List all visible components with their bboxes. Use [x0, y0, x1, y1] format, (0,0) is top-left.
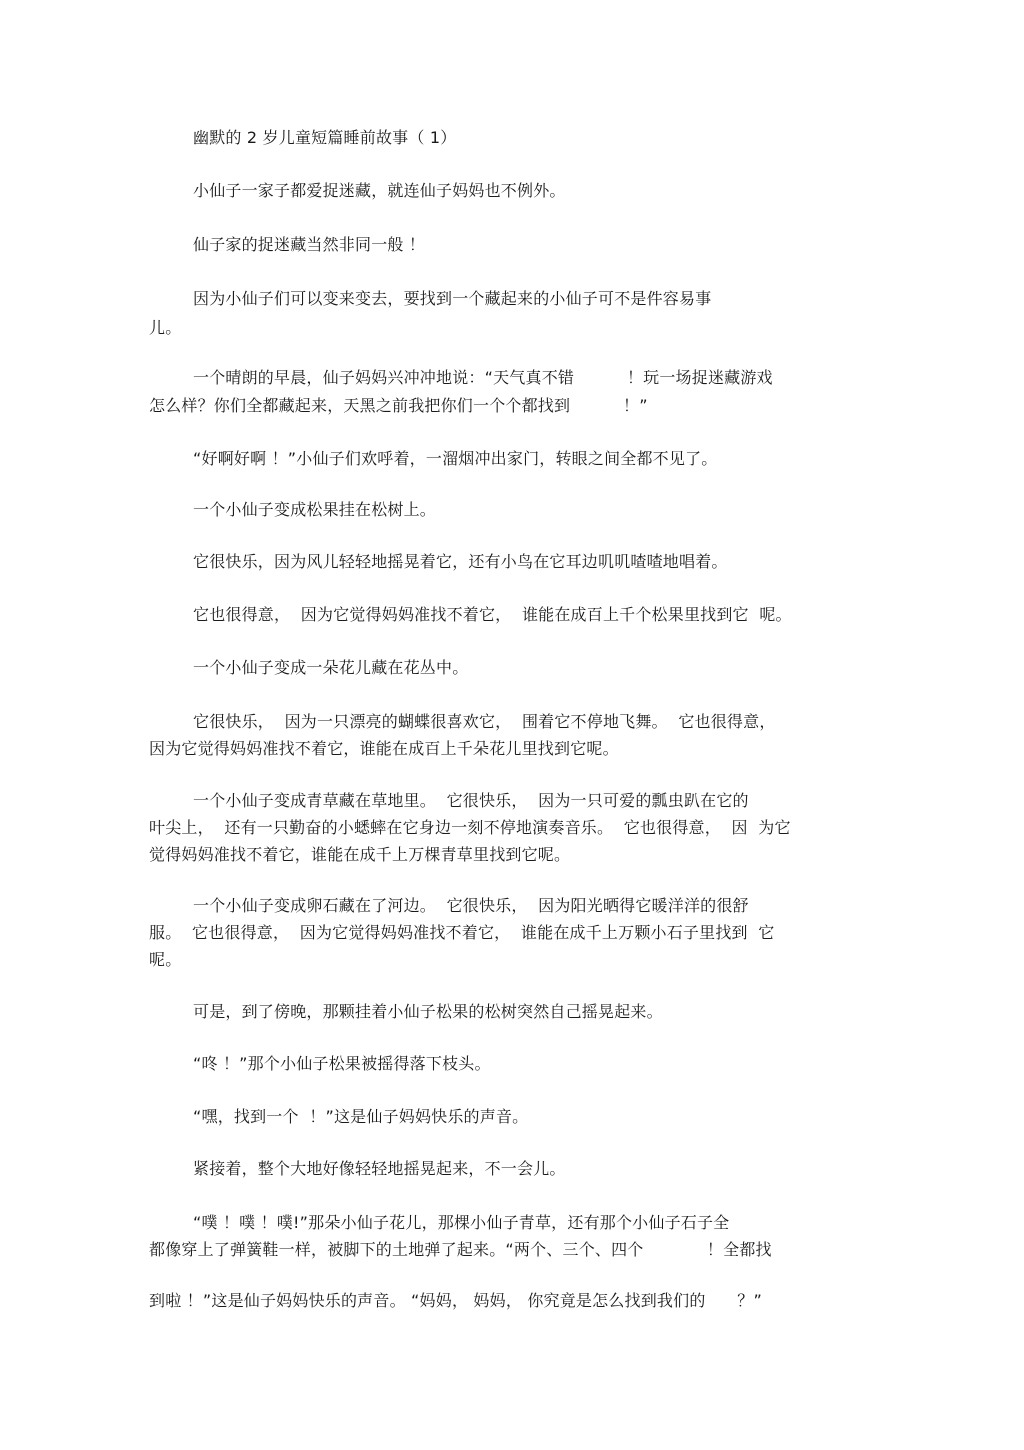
paragraph-line: 都像穿上了弹簧鞋一样，被脚下的土地弹了起来。“两个、三个、四个 ！全都找 — [149, 1240, 772, 1259]
paragraph-line: “嘿，找到一个 ！”这是仙子妈妈快乐的声音。 — [193, 1107, 529, 1126]
paragraph-line: “咚 ！”那个小仙子松果被摇得落下枝头。 — [193, 1054, 491, 1073]
paragraph-line: 小仙子一家子都爱捉迷藏，就连仙子妈妈也不例外。 — [193, 181, 566, 200]
paragraph-line: 一个小仙子变成青草藏在草地里。 它很快乐， 因为一只可爱的瓢虫趴在它的 — [193, 791, 749, 810]
paragraph-line: 服。 它也很得意， 因为它觉得妈妈准找不着它， 谁能在成千上万颗小石子里找到 它 — [149, 923, 775, 942]
paragraph-line: 一个小仙子变成卵石藏在了河边。 它很快乐， 因为阳光晒得它暖洋洋的很舒 — [193, 896, 749, 915]
paragraph-line: 紧接着，整个大地好像轻轻地摇晃起来，不一会儿。 — [193, 1159, 566, 1178]
paragraph-line: 因为小仙子们可以变来变去，要找到一个藏起来的小仙子可不是件容易事 — [193, 289, 712, 308]
paragraph-line: “噗 ！噗 ！噗!”那朵小仙子花儿，那棵小仙子青草，还有那个小仙子石子全 — [193, 1213, 730, 1232]
paragraph-line: 一个小仙子变成一朵花儿藏在花丛中。 — [193, 658, 469, 677]
paragraph-line: “好啊好啊 ！”小仙子们欢呼着，一溜烟冲出家门，转眼之间全都不见了。 — [193, 449, 718, 468]
paragraph-line: 它很快乐，因为风儿轻轻地摇晃着它，还有小鸟在它耳边叽叽喳喳地唱着。 — [193, 552, 728, 571]
document-title: 幽默的 2 岁儿童短篇睡前故事（ 1） — [193, 128, 457, 147]
paragraph-line: 可是，到了傍晚，那颗挂着小仙子松果的松树突然自己摇晃起来。 — [193, 1002, 663, 1021]
paragraph-line: 怎么样？你们全都藏起来，天黑之前我把你们一个个都找到 ！” — [149, 396, 648, 415]
paragraph-line: 一个晴朗的早晨，仙子妈妈兴冲冲地说：“天气真不错 ！玩一场捉迷藏游戏 — [193, 368, 773, 387]
paragraph-line: 儿。 — [149, 318, 182, 337]
paragraph-line: 它也很得意， 因为它觉得妈妈准找不着它， 谁能在成百上千个松果里找到它 呢。 — [193, 605, 792, 624]
paragraph-line: 因为它觉得妈妈准找不着它，谁能在成百上千朵花儿里找到它呢。 — [149, 739, 619, 758]
paragraph-line: 仙子家的捉迷藏当然非同一般 ！ — [193, 235, 426, 254]
paragraph-line: 一个小仙子变成松果挂在松树上。 — [193, 500, 437, 519]
paragraph-line: 呢。 — [149, 950, 182, 969]
paragraph-line: 它很快乐， 因为一只漂亮的蝴蝶很喜欢它， 围着它不停地飞舞。 它也很得意， — [193, 712, 776, 731]
paragraph-line: 到啦 ！”这是仙子妈妈快乐的声音。 “妈妈， 妈妈， 你究竟是怎么找到我们的 ？” — [149, 1291, 762, 1310]
paragraph-line: 叶尖上， 还有一只勤奋的小蟋蟀在它身边一刻不停地演奏音乐。 它也很得意， 因 为它 — [149, 818, 791, 837]
paragraph-line: 觉得妈妈准找不着它，谁能在成千上万棵青草里找到它呢。 — [149, 845, 571, 864]
